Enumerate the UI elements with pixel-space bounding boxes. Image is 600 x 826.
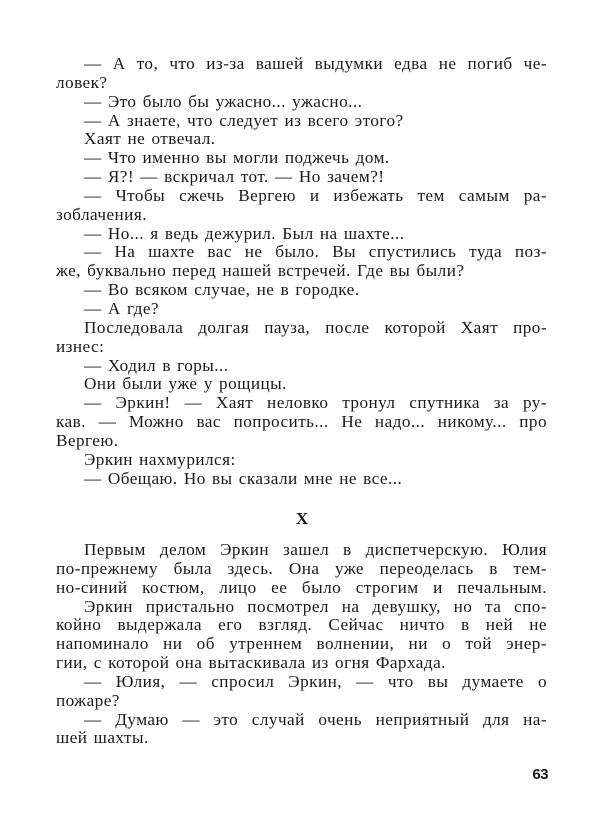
chapter-text bbox=[56, 541, 547, 748]
text-line: — Во всяком случае, не в городке. bbox=[84, 280, 360, 300]
text-line: — Чтобы сжечь Вергею и избежать тем самым ра- bbox=[84, 185, 547, 205]
text-line: же, буквально перед нашей встречей. Где вы были? bbox=[56, 261, 465, 281]
text-line: Эркин нахмурился: bbox=[84, 449, 236, 469]
text-line: — А знаете, что следует из всего этого? bbox=[84, 110, 404, 130]
text-line: — А то, что из-за вашей выдумки едва не погиб че- bbox=[84, 54, 547, 73]
text-line: Эркин пристально посмотрел на девушку, но та спо- bbox=[84, 596, 547, 616]
dialogue-section bbox=[56, 55, 547, 488]
text-line: зоблачения. bbox=[56, 204, 147, 224]
text-line: — Ходил в горы... bbox=[84, 355, 229, 375]
text-line: изнес: bbox=[56, 336, 105, 356]
text-line: — А где? bbox=[84, 298, 159, 318]
text-line: — На шахте вас не было. Вы спустились туда поз- bbox=[84, 242, 547, 262]
page-number: 63 bbox=[532, 766, 548, 783]
text-line: но-синий костюм, лицо ее было строгим и печальным. bbox=[56, 577, 547, 597]
text-line: — Юлия, — спросил Эркин, — что вы думаете о bbox=[84, 671, 547, 691]
text-line: — Думаю — это случай очень неприятный для на- bbox=[84, 709, 547, 729]
text-line: Вергею. bbox=[56, 430, 119, 450]
text-line: пожаре? bbox=[56, 690, 120, 710]
text-line: гии, с которой она вытаскивала из огня Фархада. bbox=[56, 653, 446, 673]
text-line: по-прежнему была здесь. Она уже переоделась в тем- bbox=[56, 558, 547, 578]
text-line: Последовала долгая пауза, после которой Хаят про- bbox=[84, 317, 547, 337]
text-line: — Эркин! — Хаят неловко тронул спутника за ру- bbox=[84, 393, 547, 413]
text-line: Хаят не отвечал. bbox=[84, 129, 216, 149]
text-line: — Это было бы ужасно... ужасно... bbox=[84, 91, 363, 111]
text-line: напоминало ни об утреннем волнении, ни о той энер- bbox=[56, 634, 547, 654]
text-line: — Обещаю. Но вы сказали мне не все... bbox=[84, 468, 403, 488]
text-line: — Но... я ведь дежурил. Был на шахте... bbox=[84, 223, 405, 243]
text-line: шей шахты. bbox=[56, 728, 149, 748]
text-line: — Что именно вы могли поджечь дом. bbox=[84, 148, 390, 168]
text-line: Они были уже у рощицы. bbox=[84, 374, 287, 394]
text-line: койно выдержала его взгляд. Сейчас ничто в ней не bbox=[56, 615, 547, 635]
text-line: Первым делом Эркин зашел в диспетчерскую. Юлия bbox=[84, 540, 547, 559]
text-line: — Я?! — вскричал тот. — Но зачем?! bbox=[84, 167, 385, 187]
text-line: ловек? bbox=[56, 72, 108, 92]
chapter-heading: X bbox=[295, 509, 309, 528]
text-line: кав. — Можно вас попросить... Не надо... никому... про bbox=[56, 412, 547, 432]
